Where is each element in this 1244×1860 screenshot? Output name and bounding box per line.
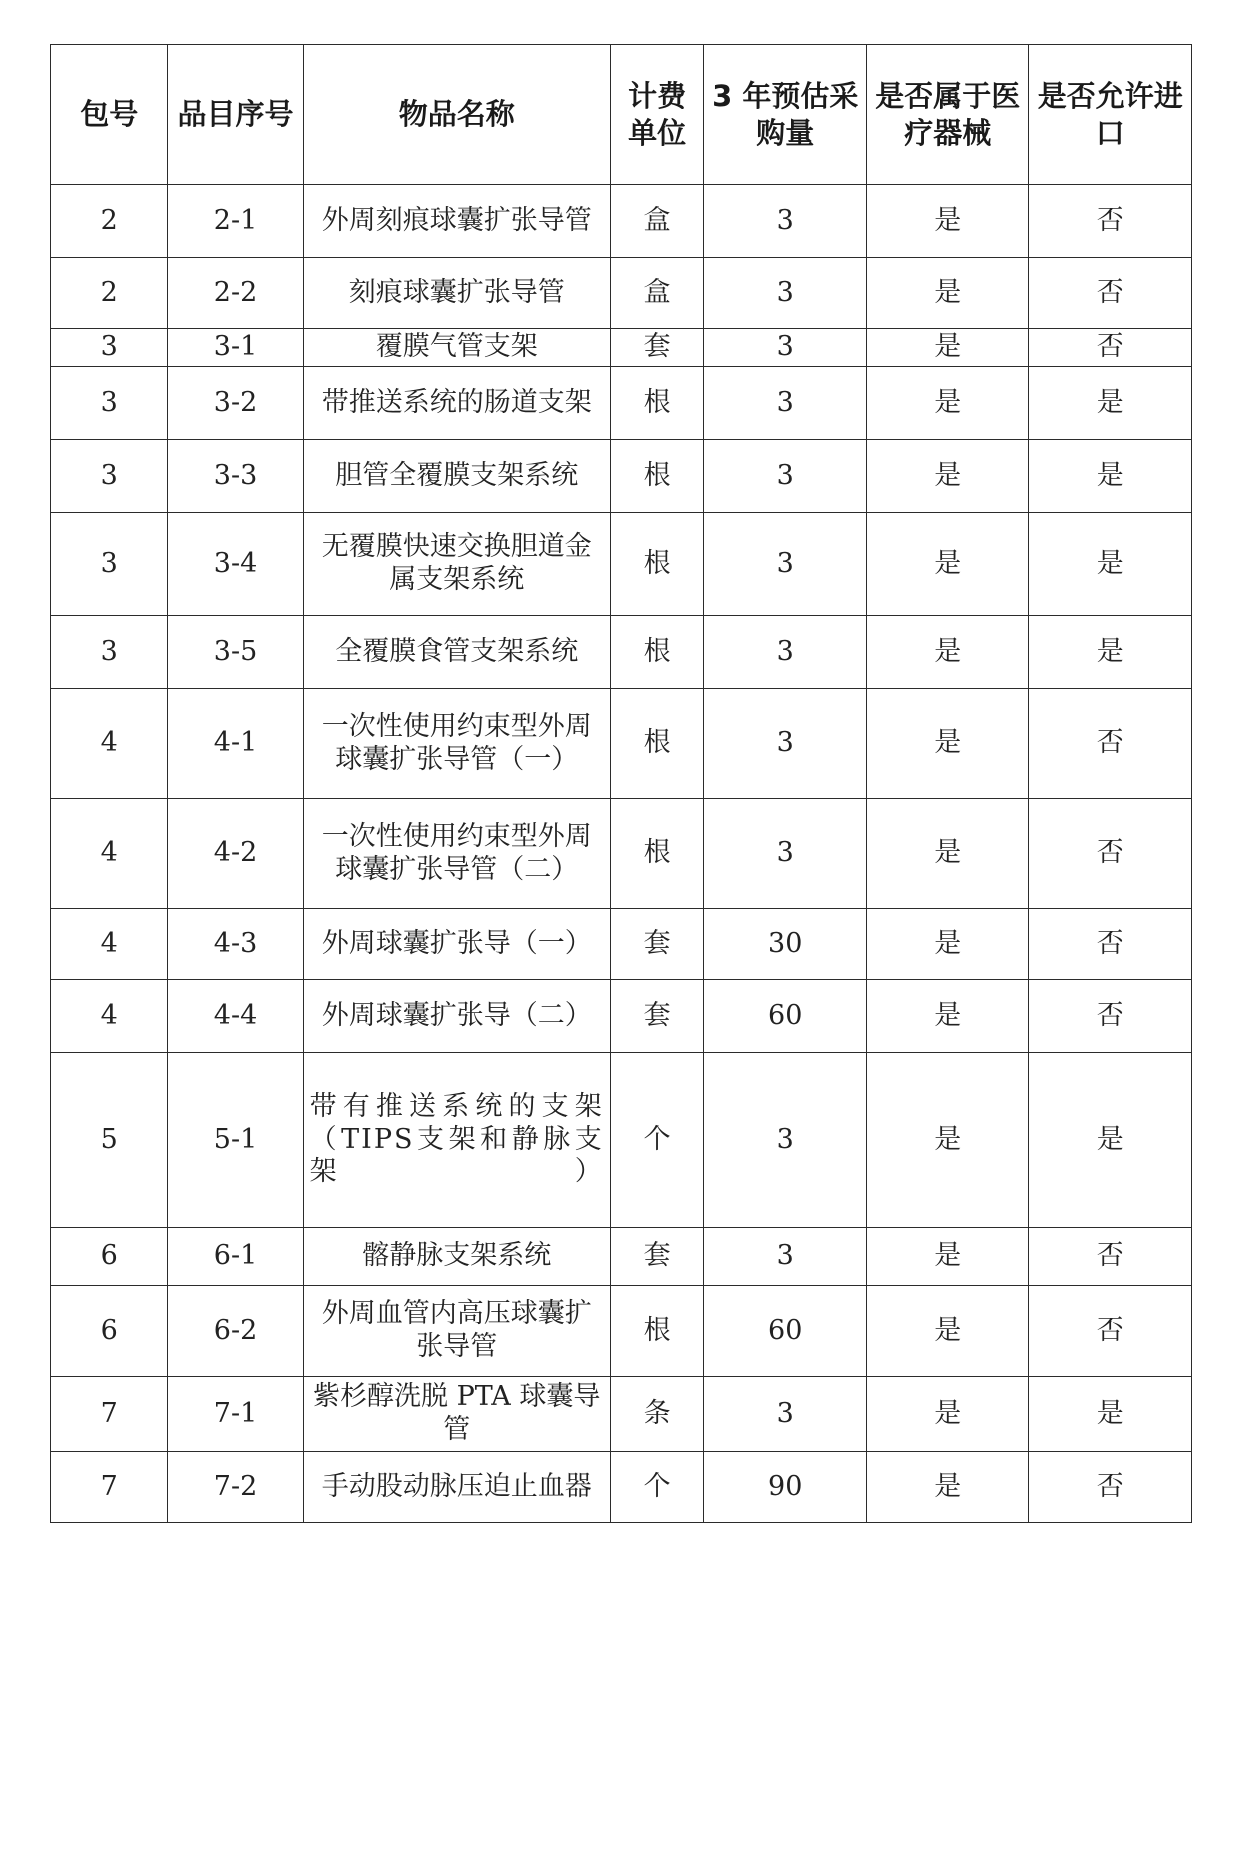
cell-pkg: 3 (51, 367, 168, 440)
cell-unit: 套 (610, 1228, 704, 1286)
cell-pkg: 3 (51, 440, 168, 513)
cell-pkg: 6 (51, 1228, 168, 1286)
cell-pkg: 6 (51, 1286, 168, 1377)
cell-import-allowed: 是 (1029, 616, 1192, 689)
cell-name: 一次性使用约束型外周球囊扩张导管（一） (303, 689, 610, 799)
cell-medical-device: 是 (866, 799, 1028, 909)
cell-pkg: 4 (51, 689, 168, 799)
cell-import-allowed: 否 (1029, 329, 1192, 367)
table-row (51, 980, 1192, 1053)
cell-medical-device: 是 (866, 980, 1028, 1053)
cell-medical-device: 是 (866, 513, 1028, 616)
cell-medical-device: 是 (866, 1377, 1028, 1452)
cell-item-no: 3-1 (168, 329, 303, 367)
cell-medical-device: 是 (866, 440, 1028, 513)
cell-item-no: 2-2 (168, 258, 303, 329)
table-header-row (51, 45, 1192, 185)
cell-qty: 3 (704, 1053, 866, 1228)
cell-qty: 30 (704, 909, 866, 980)
cell-pkg: 4 (51, 799, 168, 909)
cell-unit: 套 (610, 909, 704, 980)
cell-qty: 3 (704, 799, 866, 909)
cell-qty: 3 (704, 185, 866, 258)
cell-medical-device: 是 (866, 329, 1028, 367)
cell-import-allowed: 是 (1029, 1377, 1192, 1452)
cell-name: 全覆膜食管支架系统 (303, 616, 610, 689)
header-item-no: 品目序号 (168, 45, 303, 185)
cell-import-allowed: 是 (1029, 1053, 1192, 1228)
cell-pkg: 4 (51, 909, 168, 980)
cell-name: 外周球囊扩张导（一） (303, 909, 610, 980)
cell-medical-device: 是 (866, 909, 1028, 980)
cell-import-allowed: 是 (1029, 440, 1192, 513)
cell-unit: 套 (610, 329, 704, 367)
cell-item-no: 5-1 (168, 1053, 303, 1228)
cell-unit: 个 (610, 1452, 704, 1523)
cell-medical-device: 是 (866, 258, 1028, 329)
cell-qty: 3 (704, 367, 866, 440)
table-row (51, 329, 1192, 367)
cell-item-no: 7-2 (168, 1452, 303, 1523)
cell-unit: 根 (610, 440, 704, 513)
cell-qty: 3 (704, 258, 866, 329)
cell-unit: 根 (610, 367, 704, 440)
cell-import-allowed: 否 (1029, 799, 1192, 909)
table-row (51, 1053, 1192, 1228)
cell-item-no: 6-1 (168, 1228, 303, 1286)
cell-medical-device: 是 (866, 1053, 1028, 1228)
cell-name: 髂静脉支架系统 (303, 1228, 610, 1286)
cell-unit: 条 (610, 1377, 704, 1452)
cell-name: 手动股动脉压迫止血器 (303, 1452, 610, 1523)
cell-item-no: 4-2 (168, 799, 303, 909)
header-medical-device: 是否属于医疗器械 (866, 45, 1028, 185)
table-row (51, 616, 1192, 689)
cell-unit: 套 (610, 980, 704, 1053)
cell-medical-device: 是 (866, 1452, 1028, 1523)
cell-qty: 3 (704, 1228, 866, 1286)
cell-pkg: 3 (51, 513, 168, 616)
cell-pkg: 3 (51, 329, 168, 367)
table-row (51, 513, 1192, 616)
cell-name: 刻痕球囊扩张导管 (303, 258, 610, 329)
table-row (51, 1377, 1192, 1452)
cell-import-allowed: 否 (1029, 1452, 1192, 1523)
cell-unit: 根 (610, 1286, 704, 1377)
table-row (51, 1228, 1192, 1286)
cell-pkg: 3 (51, 616, 168, 689)
cell-item-no: 4-1 (168, 689, 303, 799)
cell-item-no: 2-1 (168, 185, 303, 258)
cell-item-no: 4-3 (168, 909, 303, 980)
cell-medical-device: 是 (866, 616, 1028, 689)
cell-import-allowed: 否 (1029, 980, 1192, 1053)
cell-import-allowed: 是 (1029, 367, 1192, 440)
cell-qty: 60 (704, 980, 866, 1053)
cell-qty: 60 (704, 1286, 866, 1377)
cell-medical-device: 是 (866, 185, 1028, 258)
cell-medical-device: 是 (866, 1286, 1028, 1377)
cell-medical-device: 是 (866, 1228, 1028, 1286)
procurement-table (50, 44, 1192, 1523)
cell-item-no: 3-4 (168, 513, 303, 616)
table-row (51, 185, 1192, 258)
cell-unit: 根 (610, 799, 704, 909)
header-unit: 计费单位 (610, 45, 704, 185)
cell-qty: 3 (704, 513, 866, 616)
cell-pkg: 4 (51, 980, 168, 1053)
cell-import-allowed: 否 (1029, 185, 1192, 258)
cell-import-allowed: 否 (1029, 909, 1192, 980)
cell-item-no: 7-1 (168, 1377, 303, 1452)
cell-unit: 根 (610, 689, 704, 799)
cell-item-no: 3-5 (168, 616, 303, 689)
cell-pkg: 7 (51, 1377, 168, 1452)
cell-name: 外周球囊扩张导（二） (303, 980, 610, 1053)
cell-item-no: 4-4 (168, 980, 303, 1053)
cell-unit: 根 (610, 616, 704, 689)
cell-qty: 3 (704, 1377, 866, 1452)
header-qty: 3 年预估采购量 (704, 45, 866, 185)
cell-medical-device: 是 (866, 367, 1028, 440)
cell-qty: 3 (704, 440, 866, 513)
cell-name: 无覆膜快速交换胆道金属支架系统 (303, 513, 610, 616)
cell-import-allowed: 否 (1029, 258, 1192, 329)
cell-medical-device: 是 (866, 689, 1028, 799)
cell-qty: 3 (704, 616, 866, 689)
cell-pkg: 7 (51, 1452, 168, 1523)
cell-name: 带推送系统的肠道支架 (303, 367, 610, 440)
table-row (51, 440, 1192, 513)
cell-name: 外周血管内高压球囊扩张导管 (303, 1286, 610, 1377)
cell-qty: 3 (704, 329, 866, 367)
cell-name: 胆管全覆膜支架系统 (303, 440, 610, 513)
header-name: 物品名称 (303, 45, 610, 185)
header-pkg: 包号 (51, 45, 168, 185)
cell-import-allowed: 否 (1029, 1228, 1192, 1286)
cell-pkg: 5 (51, 1053, 168, 1228)
table-row (51, 909, 1192, 980)
cell-name: 带有推送系统的支架（TIPS支架和静脉支架） (303, 1053, 610, 1228)
cell-unit: 个 (610, 1053, 704, 1228)
cell-unit: 盒 (610, 185, 704, 258)
cell-item-no: 6-2 (168, 1286, 303, 1377)
cell-unit: 根 (610, 513, 704, 616)
cell-qty: 90 (704, 1452, 866, 1523)
cell-pkg: 2 (51, 258, 168, 329)
cell-import-allowed: 否 (1029, 689, 1192, 799)
cell-item-no: 3-3 (168, 440, 303, 513)
cell-name: 外周刻痕球囊扩张导管 (303, 185, 610, 258)
procurement-document (50, 44, 1192, 1523)
table-row (51, 1286, 1192, 1377)
table-row (51, 367, 1192, 440)
header-import-allowed: 是否允许进口 (1029, 45, 1192, 185)
cell-unit: 盒 (610, 258, 704, 329)
cell-name: 紫杉醇洗脱 PTA 球囊导管 (303, 1377, 610, 1452)
table-row (51, 258, 1192, 329)
table-row (51, 689, 1192, 799)
cell-item-no: 3-2 (168, 367, 303, 440)
table-row (51, 799, 1192, 909)
table-row (51, 1452, 1192, 1523)
cell-import-allowed: 否 (1029, 1286, 1192, 1377)
cell-name: 一次性使用约束型外周球囊扩张导管（二） (303, 799, 610, 909)
cell-import-allowed: 是 (1029, 513, 1192, 616)
cell-pkg: 2 (51, 185, 168, 258)
cell-name: 覆膜气管支架 (303, 329, 610, 367)
cell-qty: 3 (704, 689, 866, 799)
